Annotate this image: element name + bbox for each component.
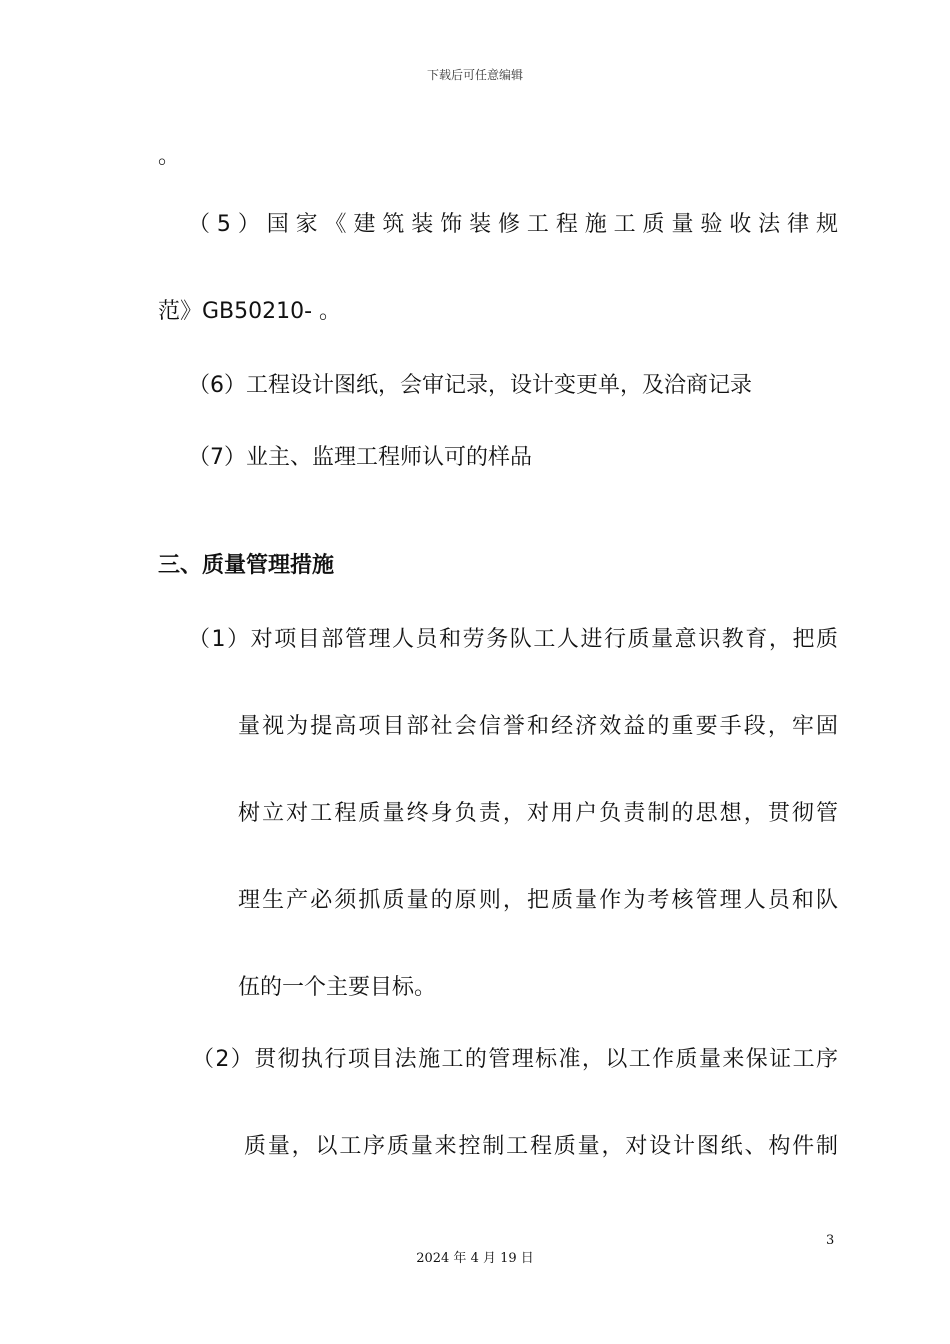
item-6: （6）工程设计图纸，会审记录，设计变更单，及洽商记录 [188, 373, 752, 398]
measure-1-line-5: 伍的一个主要目标。 [238, 975, 437, 1000]
page-number: 3 [826, 1233, 835, 1248]
measure-1-line-4: 理生产必须抓质量的原则，把质量作为考核管理人员和队 [238, 888, 838, 913]
measure-1-line-2: 量视为提高项目部社会信誉和经济效益的重要手段，牢固 [238, 714, 838, 739]
item-5-line-2: 范》GB50210- 。 [158, 299, 342, 324]
page-footer-date: 2024 年 4 月 19 日 [416, 1251, 534, 1266]
item-5-line-1: （5）国家《建筑装饰装修工程施工质量验收法律规 [188, 212, 838, 237]
page-header: 下载后可任意编辑 [426, 68, 523, 82]
paragraph-line-period: 。 [158, 144, 181, 169]
item-7: （7）业主、监理工程师认可的样品 [188, 445, 532, 470]
measure-1-line-3: 树立对工程质量终身负责，对用户负责制的思想，贯彻管 [238, 801, 838, 826]
measure-2-line-1: （2）贯彻执行项目法施工的管理标准，以工作质量来保证工序 [192, 1047, 838, 1072]
measure-2-line-2: 质量，以工序质量来控制工程质量，对设计图纸、构件制 [244, 1134, 838, 1159]
measure-1-line-1: （1）对项目部管理人员和劳务队工人进行质量意识教育，把质 [188, 627, 838, 652]
section-heading: 三、质量管理措施 [158, 553, 335, 578]
